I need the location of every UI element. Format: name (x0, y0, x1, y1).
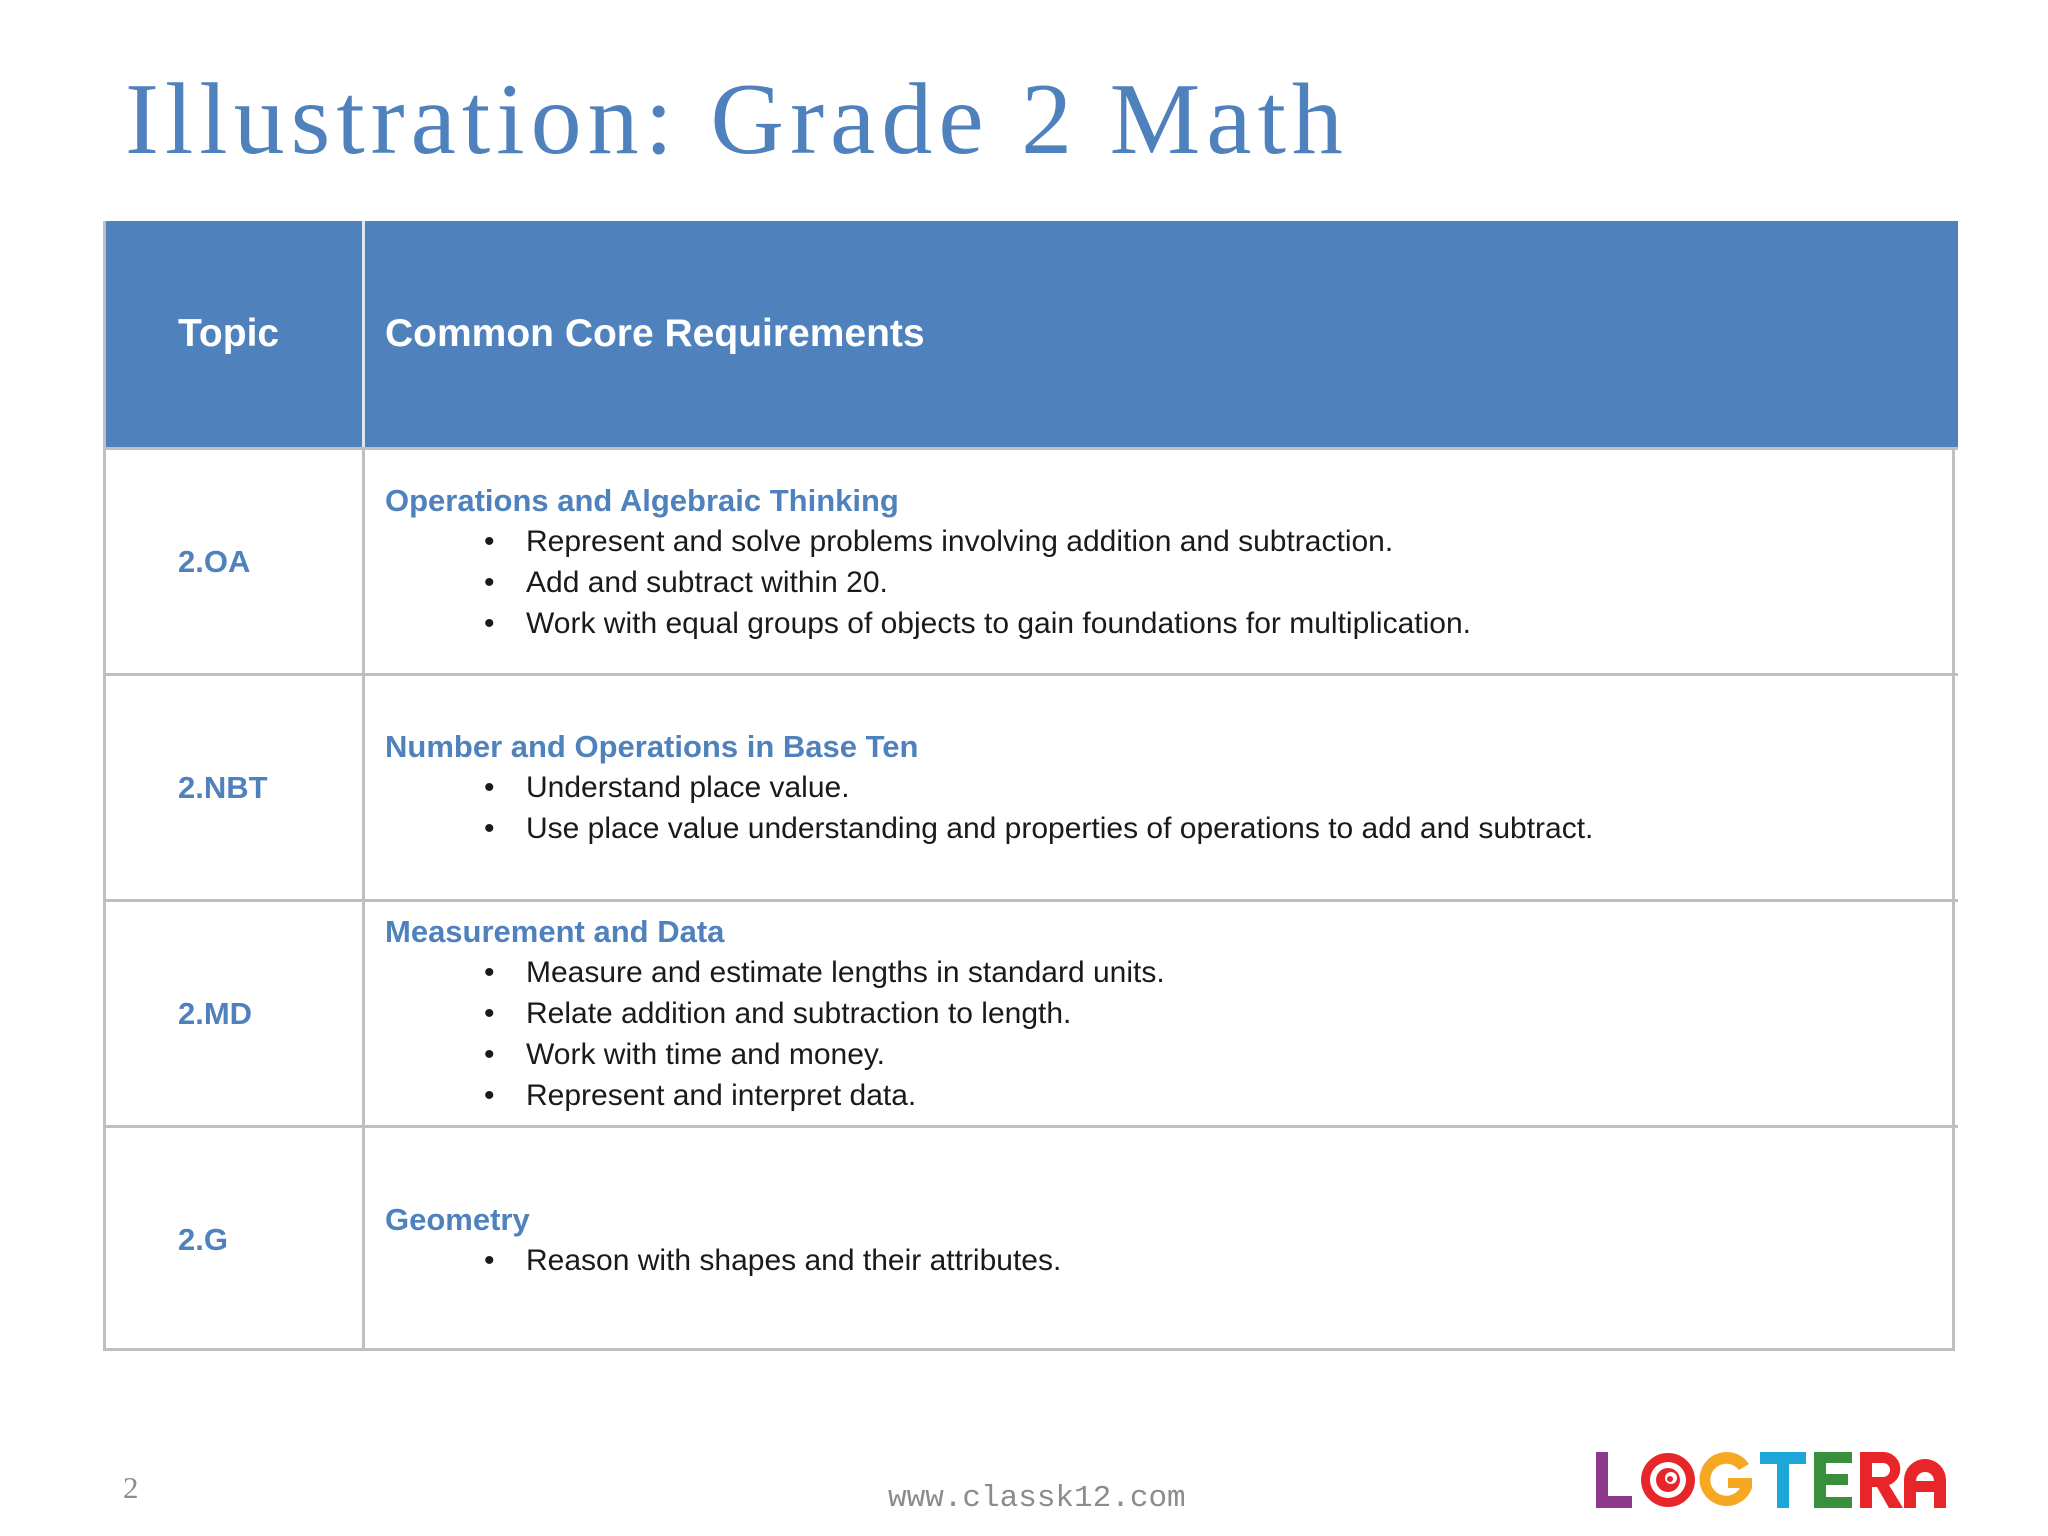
category-title: Operations and Algebraic Thinking (385, 482, 899, 518)
requirement-item: • Understand place value. (385, 767, 1958, 808)
category-title: Geometry (385, 1201, 530, 1237)
header-topic-label: Topic (178, 312, 280, 355)
requirement-item: • Work with time and money. (385, 1034, 1958, 1075)
topic-code: 2.OA (178, 543, 251, 579)
requirement-item: • Represent and interpret data. (385, 1075, 1958, 1116)
logo-letter-e (1814, 1452, 1852, 1508)
header-requirements (365, 221, 1958, 447)
requirement-item: • Relate addition and subtraction to length. (385, 993, 1958, 1034)
footer-url: www.classk12.com (888, 1481, 1186, 1516)
topic-code: 2.NBT (178, 769, 268, 805)
requirement-list (385, 952, 1958, 1116)
requirements-cell-nbt (365, 673, 1958, 899)
requirement-item: • Work with equal groups of objects to gain foundations for multiplication. (385, 603, 1958, 644)
logo-letter-a (1904, 1459, 1946, 1508)
logo-letter-r (1860, 1452, 1903, 1508)
logo-letter-l (1596, 1452, 1632, 1508)
topic-code: 2.MD (178, 995, 253, 1031)
requirements-cell-g (365, 1125, 1958, 1351)
logtera-logo-icon (1590, 1448, 1950, 1512)
category-title: Measurement and Data (385, 914, 725, 949)
topic-cell-g (106, 1125, 365, 1351)
page-number: 2 (123, 1470, 139, 1505)
requirement-item: • Use place value understanding and properties of operations to add and subtract. (385, 808, 1958, 849)
topic-cell-oa (106, 447, 365, 673)
header-topic (106, 221, 365, 447)
topic-cell-nbt (106, 673, 365, 899)
requirement-item: • Reason with shapes and their attributes. (385, 1240, 1958, 1281)
requirements-cell-md (365, 899, 1958, 1125)
requirement-item: • Add and subtract within 20. (385, 562, 1958, 603)
logo-letter-t (1760, 1452, 1806, 1508)
logo-letter-o (1641, 1453, 1695, 1507)
slide-title: Illustration: Grade 2 Math (125, 63, 1349, 176)
requirements-cell-oa (365, 447, 1958, 673)
requirement-item: • Measure and estimate lengths in standard units. (385, 952, 1958, 993)
category-title: Number and Operations in Base Ten (385, 729, 919, 764)
requirements-table (103, 221, 1955, 1351)
requirement-list (385, 521, 1958, 644)
requirement-item: • Represent and solve problems involving addition and subtraction. (385, 521, 1958, 562)
header-requirements-label: Common Core Requirements (385, 312, 925, 355)
topic-cell-md (106, 899, 365, 1125)
requirement-list (385, 1240, 1958, 1281)
logo-letter-g (1700, 1452, 1752, 1506)
topic-code: 2.G (178, 1221, 228, 1257)
requirement-list (385, 767, 1958, 849)
